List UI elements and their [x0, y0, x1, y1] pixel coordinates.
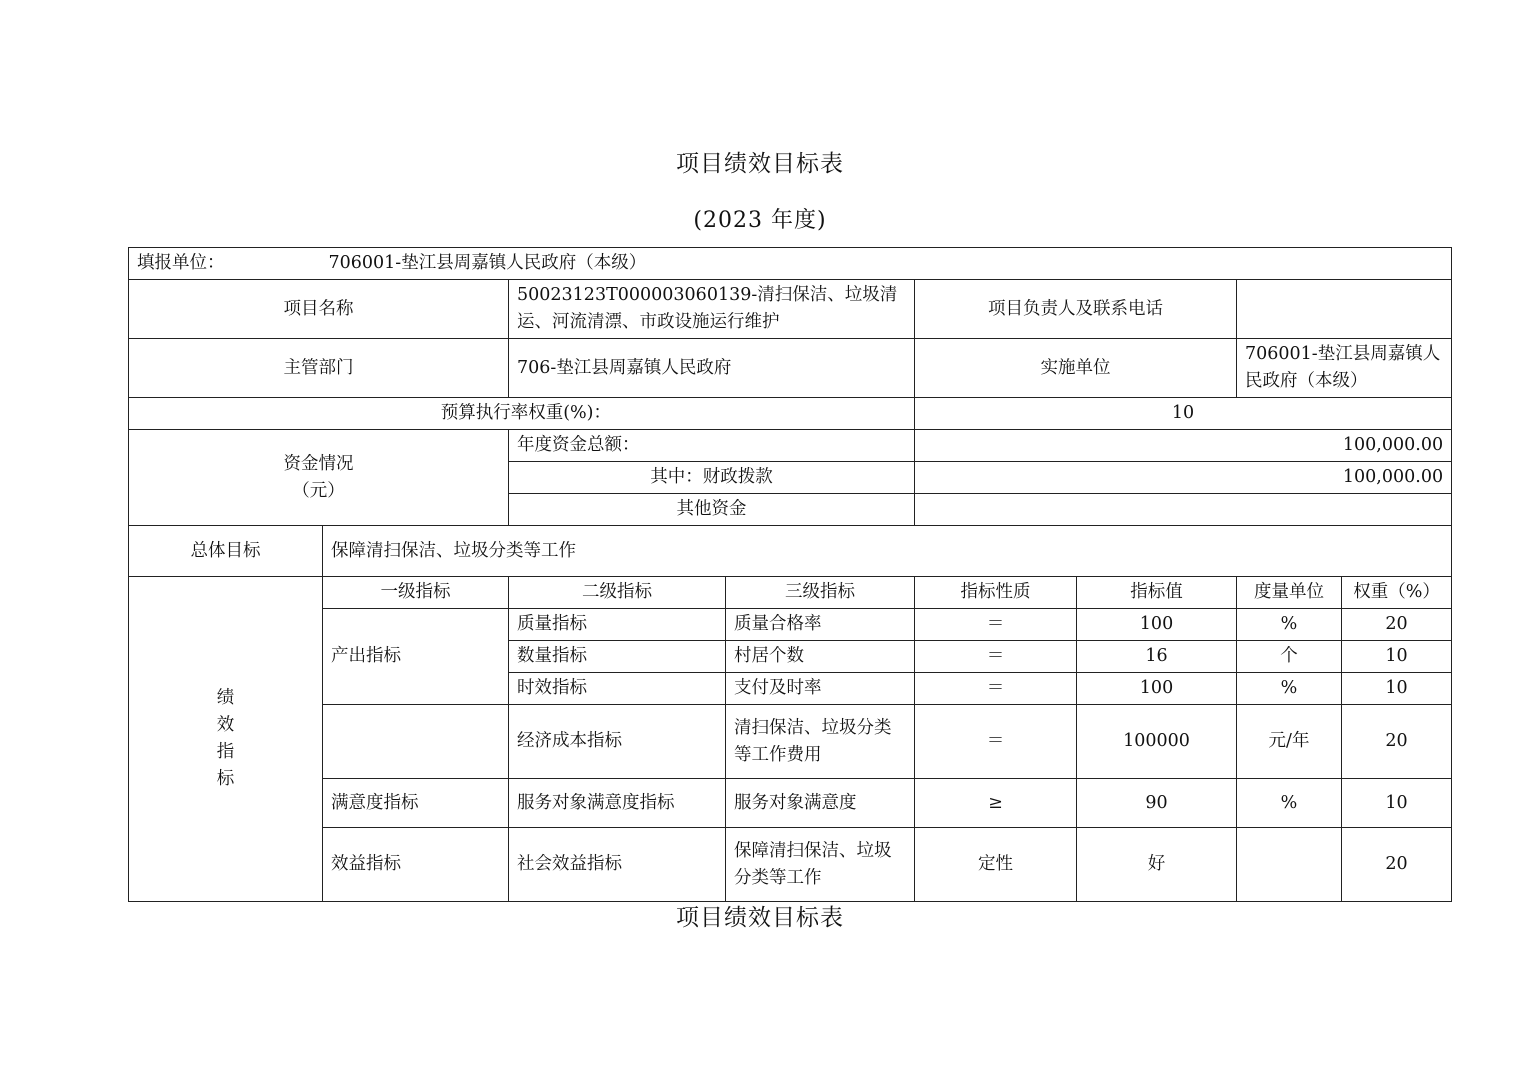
level1-cell: 满意度指标: [323, 779, 509, 828]
dept-value: 706-垫江县周嘉镇人民政府: [509, 339, 915, 398]
page-title: 项目绩效目标表: [676, 151, 844, 177]
weight-cell: 20: [1342, 705, 1452, 779]
funds-fiscal-label: 其中：财政拨款: [509, 462, 915, 494]
header-nature: 指标性质: [915, 577, 1077, 609]
reporting-unit-value: 706001-垫江县周嘉镇人民政府（本级）: [328, 253, 647, 273]
performance-indicator-label: [129, 577, 323, 902]
table-row: [129, 828, 1452, 902]
table-row: [129, 398, 1452, 430]
level2-cell: 时效指标: [509, 673, 726, 705]
level3-cell: 清扫保洁、垃圾分类等工作费用: [726, 705, 915, 779]
contact-label: 项目负责人及联系电话: [915, 280, 1237, 339]
perf-label-char: 指: [216, 742, 235, 762]
header-value: 指标值: [1077, 577, 1237, 609]
unit-cell: [1237, 828, 1342, 902]
nature-cell: ＝: [915, 609, 1077, 641]
value-cell: 100: [1077, 609, 1237, 641]
overall-goal-value: 保障清扫保洁、垃圾分类等工作: [323, 526, 1452, 577]
level1-cell: [323, 705, 509, 779]
contact-value: [1237, 280, 1452, 339]
level3-cell: 村居个数: [726, 641, 915, 673]
weight-cell: 10: [1342, 673, 1452, 705]
project-name-label: 项目名称: [129, 280, 509, 339]
level3-cell: 服务对象满意度: [726, 779, 915, 828]
value-cell: 16: [1077, 641, 1237, 673]
header-level2: 二级指标: [509, 577, 726, 609]
value-cell: 100000: [1077, 705, 1237, 779]
funds-total-label: 年度资金总额：: [509, 430, 915, 462]
project-name-value: 50023123T000003060139-清扫保洁、垃圾清运、河流清漂、市政设施运行维护: [509, 280, 915, 339]
header-weight: 权重（%）: [1342, 577, 1452, 609]
weight-cell: 20: [1342, 609, 1452, 641]
value-cell: 100: [1077, 673, 1237, 705]
perf-label-char: 效: [216, 715, 235, 735]
funds-label: [129, 430, 509, 526]
level3-cell: 支付及时率: [726, 673, 915, 705]
nature-cell: ＝: [915, 673, 1077, 705]
table-row: [129, 280, 1452, 339]
level2-cell: 经济成本指标: [509, 705, 726, 779]
budget-rate-value: 10: [915, 398, 1452, 430]
funds-label-line2: （元）: [292, 480, 345, 501]
nature-cell: ＝: [915, 705, 1077, 779]
level2-cell: 服务对象满意度指标: [509, 779, 726, 828]
level2-cell: 数量指标: [509, 641, 726, 673]
level1-output: 产出指标: [323, 609, 509, 705]
funds-total-value: 100,000.00: [915, 430, 1452, 462]
value-cell: 好: [1077, 828, 1237, 902]
level3-cell: 质量合格率: [726, 609, 915, 641]
unit-cell: 个: [1237, 641, 1342, 673]
nature-cell: ＝: [915, 641, 1077, 673]
unit-cell: %: [1237, 673, 1342, 705]
funds-label-line1: 资金情况: [283, 453, 354, 474]
reporting-unit-cell: [129, 248, 1452, 280]
level2-cell: 质量指标: [509, 609, 726, 641]
table-row: [129, 248, 1452, 280]
nature-cell: 定性: [915, 828, 1077, 902]
perf-label-char: 标: [216, 769, 235, 789]
impl-unit-label: 实施单位: [915, 339, 1237, 398]
unit-cell: 元/年: [1237, 705, 1342, 779]
nature-cell: ≥: [915, 779, 1077, 828]
table-row: [129, 526, 1452, 577]
weight-cell: 20: [1342, 828, 1452, 902]
overall-goal-label: 总体目标: [129, 526, 323, 577]
header-unit: 度量单位: [1237, 577, 1342, 609]
perf-label-char: 绩: [216, 688, 235, 708]
dept-label: 主管部门: [129, 339, 509, 398]
level2-cell: 社会效益指标: [509, 828, 726, 902]
year-subtitle: (2023 年度): [693, 208, 827, 233]
table-row: [129, 577, 1452, 609]
funds-other-label: 其他资金: [509, 494, 915, 526]
funds-other-value: [915, 494, 1452, 526]
next-page-title: 项目绩效目标表: [676, 905, 844, 931]
header-level1: 一级指标: [323, 577, 509, 609]
table-row: [129, 779, 1452, 828]
value-cell: 90: [1077, 779, 1237, 828]
impl-unit-value: 706001-垫江县周嘉镇人民政府（本级）: [1237, 339, 1452, 398]
table-row: [129, 339, 1452, 398]
table-row: [129, 430, 1452, 462]
reporting-unit-label: 填报单位：: [137, 253, 225, 273]
header-level3: 三级指标: [726, 577, 915, 609]
weight-cell: 10: [1342, 641, 1452, 673]
budget-rate-label: 预算执行率权重(%)：: [129, 398, 915, 430]
performance-target-table: [128, 247, 1452, 902]
level1-cell: 效益指标: [323, 828, 509, 902]
unit-cell: %: [1237, 609, 1342, 641]
unit-cell: %: [1237, 779, 1342, 828]
weight-cell: 10: [1342, 779, 1452, 828]
level3-cell: 保障清扫保洁、垃圾分类等工作: [726, 828, 915, 902]
table-row: [129, 609, 1452, 641]
funds-fiscal-value: 100,000.00: [915, 462, 1452, 494]
table-row: [129, 705, 1452, 779]
